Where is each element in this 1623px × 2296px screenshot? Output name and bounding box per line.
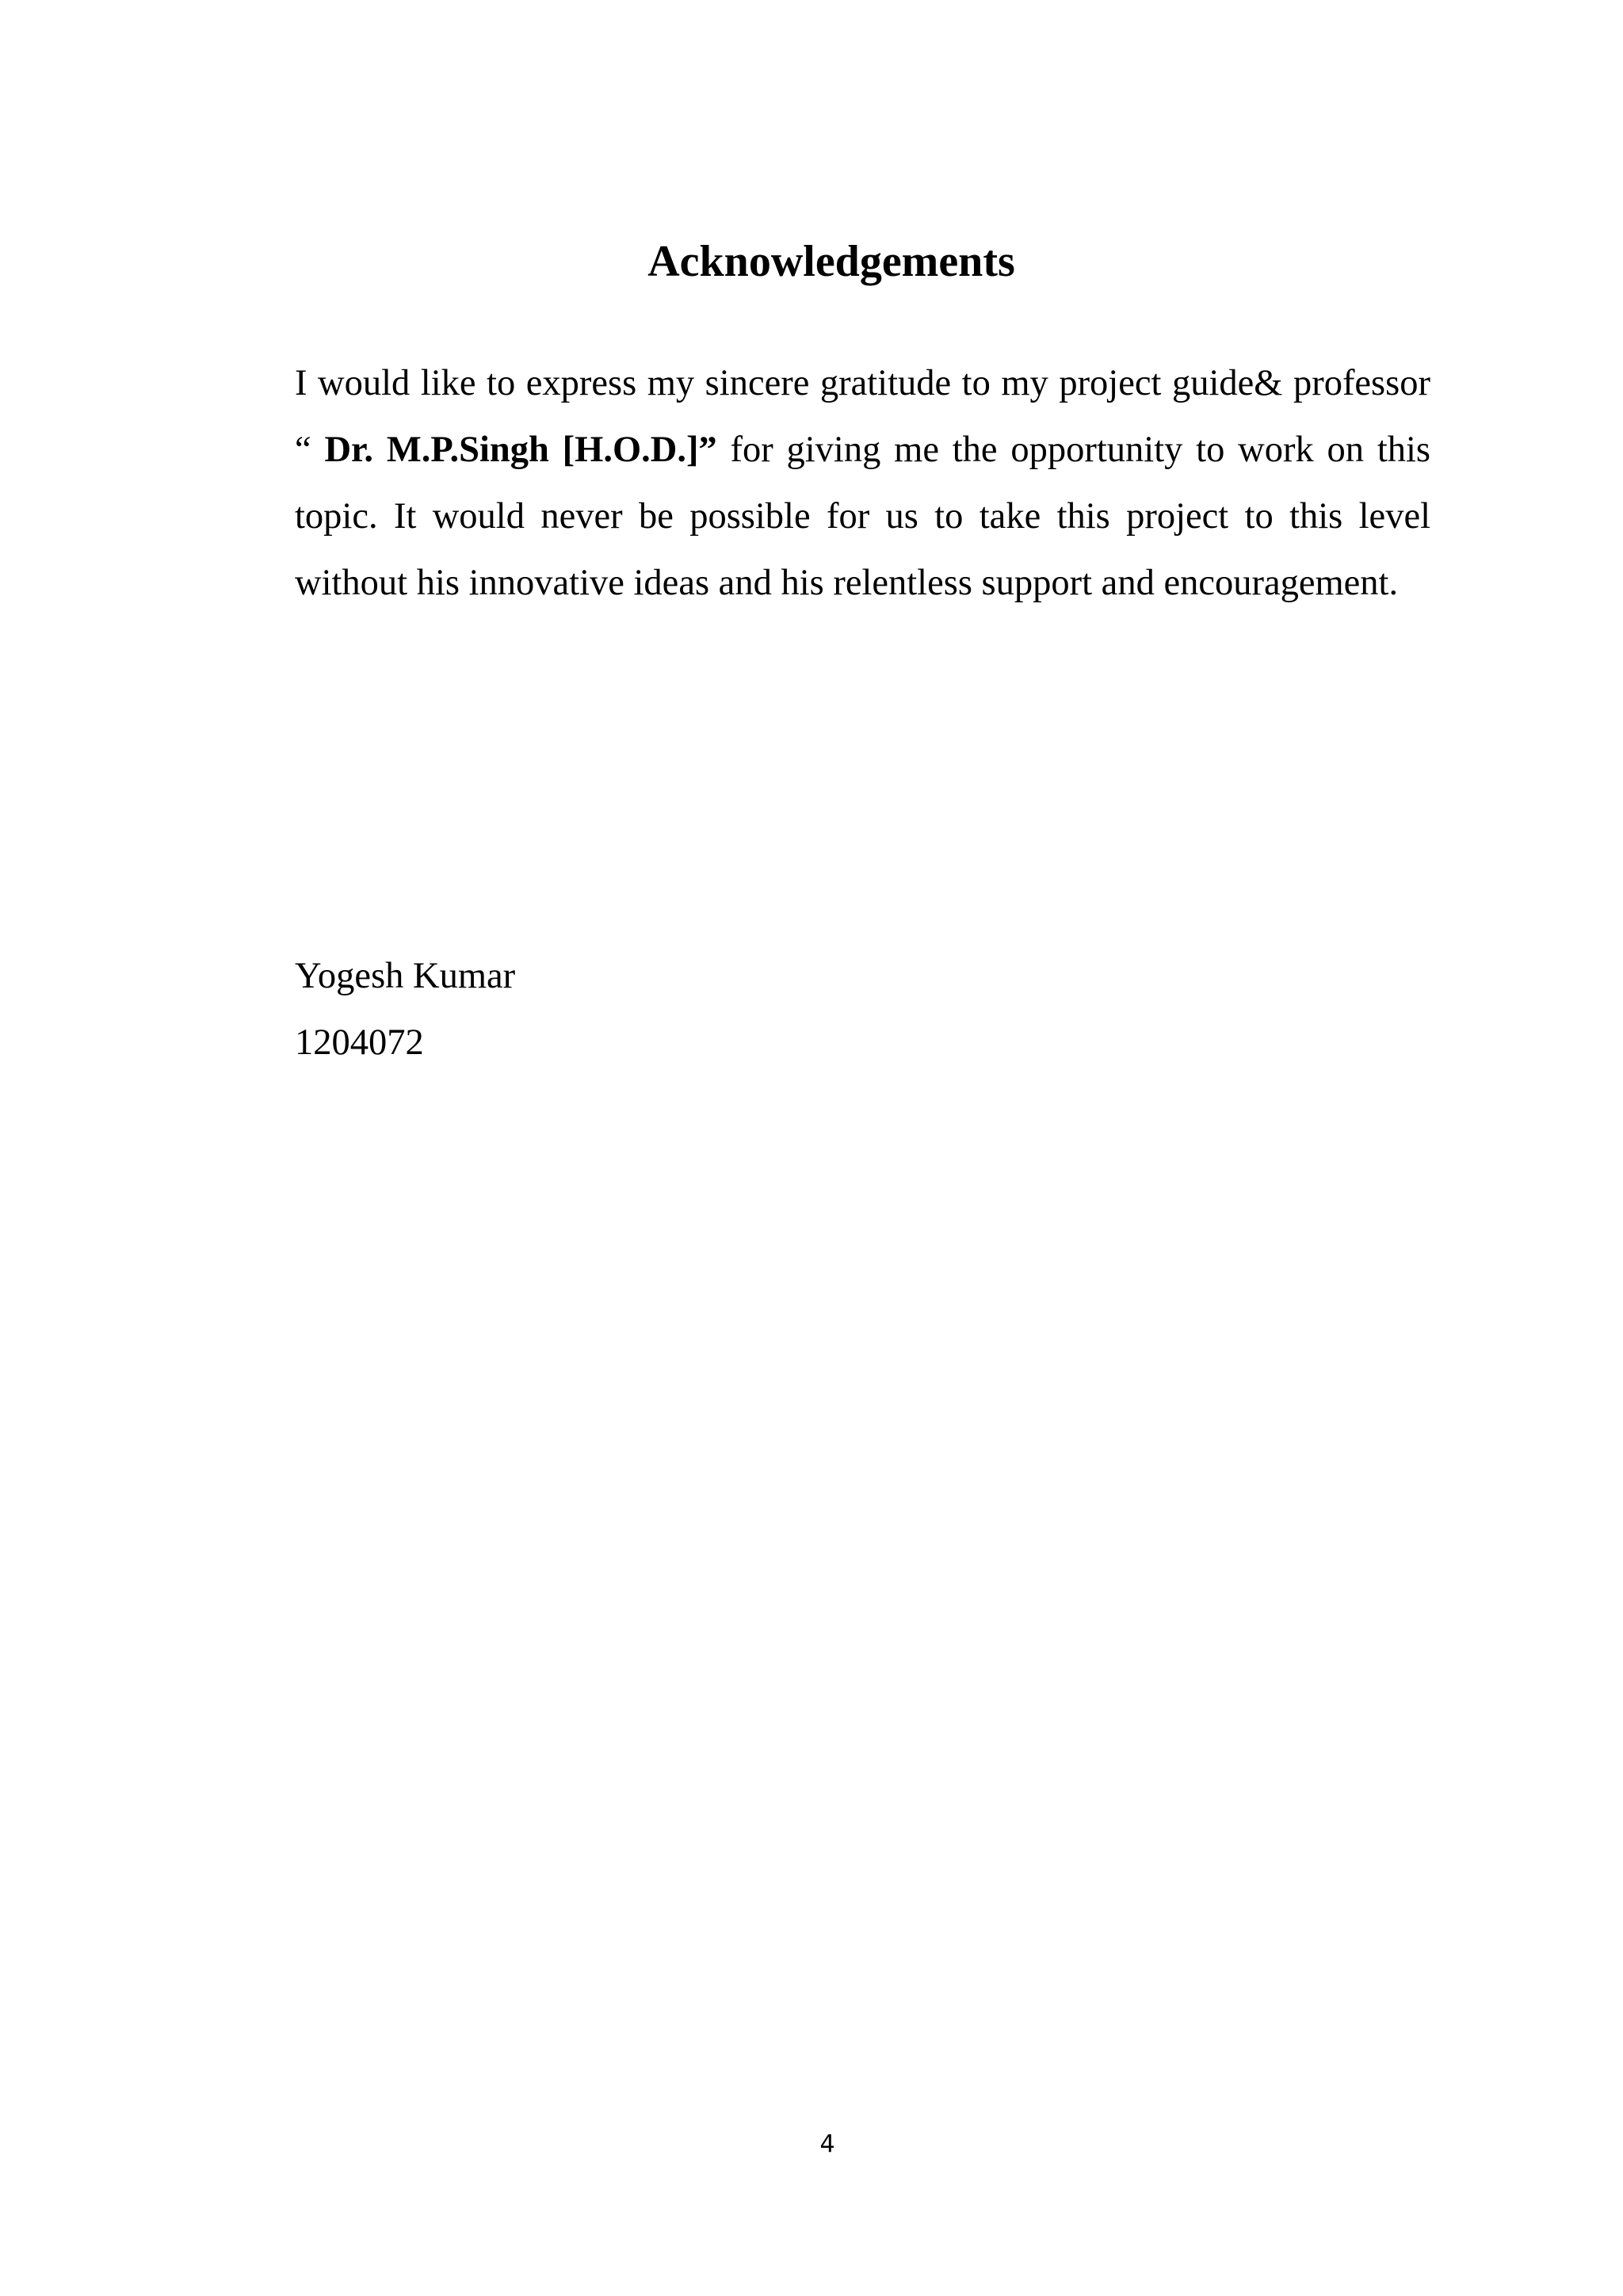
page-title: Acknowledgements (647, 237, 1015, 286)
page-number: 4 (819, 2130, 835, 2158)
paragraph-text-intro: I would like to express my sincere gratitude to my project guide& professor “ (295, 363, 1430, 470)
roll-number: 1204072 (295, 1022, 424, 1063)
paragraph-text-rest: for giving me the opportunity to work on this topic. It would never be possible for us to take this project to this level without his innovative ideas and his relentless support and encouragement. (295, 430, 1431, 603)
acknowledgement-paragraph (295, 350, 1430, 617)
signature-block (295, 943, 515, 1076)
author-name: Yogesh Kumar (295, 956, 516, 996)
guide-name: Dr. M.P.Singh [H.O.D.]” (324, 430, 717, 470)
